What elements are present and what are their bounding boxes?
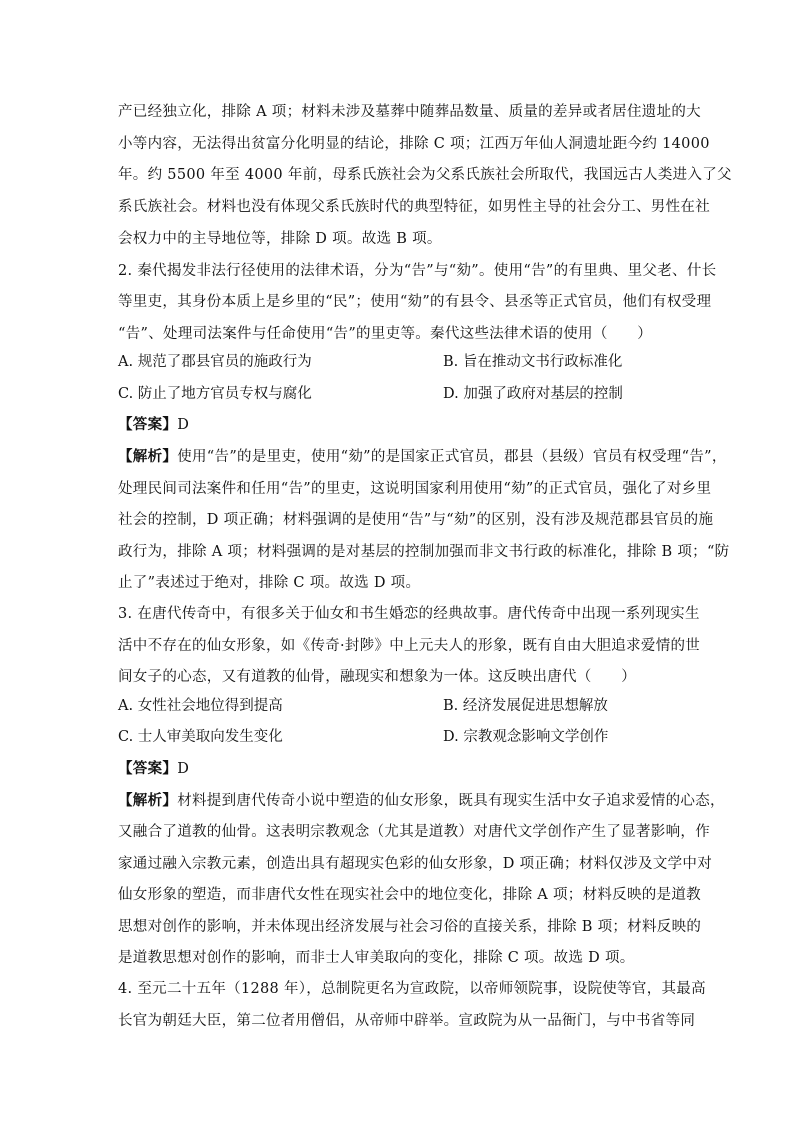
text-line: 产已经独立化，排除 A 项；材料未涉及墓葬中随葬品数量、质量的差异或者居住遗址的大 xyxy=(118,104,701,120)
analysis-line: 仙女形象的塑造，而非唐代女性在现实社会中的地位变化，排除 A 项；材料反映的是道教 xyxy=(118,887,701,903)
answer-tag: 【答案】 xyxy=(118,760,178,777)
option-b: B. 旨在推动文书行政标准化 xyxy=(443,354,623,370)
analysis-line: 思想对创作的影响，并未体现出经济发展与社会习俗的直接关系，排除 B 项；材料反映的 xyxy=(118,919,702,935)
option-c: C. 士人审美取向发生变化 xyxy=(118,729,283,745)
analysis-line: 处理民间司法案件和任用“告”的里吏，这说明国家利用使用“劾”的正式官员，强化了对乡里 xyxy=(118,481,712,497)
option-d: D. 宗教观念影响文学创作 xyxy=(443,729,609,745)
question-stem: 4. 至元二十五年（1288 年），总制院更名为宣政院，以帝师领院事，设院使等官，其最高 xyxy=(118,981,706,997)
analysis-line: 社会的控制，D 项正确；材料强调的是使用“告”与“劾”的区别，没有涉及规范郡县官员的施 xyxy=(118,512,714,528)
option-b: B. 经济发展促进思想解放 xyxy=(443,698,608,714)
analysis-line: 是道教思想对创作的影响，而非士人审美取向的变化，排除 C 项。故选 D 项。 xyxy=(118,950,635,966)
question-stem: 2. 秦代揭发非法行径使用的法律术语，分为“告”与“劾”。使用“告”的有里典、里父老、什长 xyxy=(118,263,717,279)
analysis-text: 使用“告”的是里吏，使用“劾”的是国家正式官员，郡县（县级）官员有权受理“告”， xyxy=(177,449,727,465)
analysis-line: 止了”表述过于绝对，排除 C 项。故选 D 项。 xyxy=(118,575,421,591)
question-stem: “告”、处理司法案件与任命使用“告”的里吏等。秦代这些法律术语的使用（ ） xyxy=(118,326,653,342)
analysis-line: 政行为，排除 A 项；材料强调的是对基层的控制加强而非文书行政的标准化，排除 B 项；“防 xyxy=(118,544,730,560)
option-a: A. 规范了郡县官员的施政行为 xyxy=(118,354,312,370)
analysis-text: 材料提到唐代传奇小说中塑造的仙女形象，既具有现实生活中女子追求爱情的心态， xyxy=(177,793,725,809)
answer-value: D xyxy=(177,417,190,433)
analysis-line xyxy=(118,791,725,811)
text-line: 小等内容，无法得出贫富分化明显的结论，排除 C 项；江西万年仙人洞遗址距今约 14000 xyxy=(118,136,710,152)
question-stem: 长官为朝廷大臣，第二位者用僧侣，从帝师中辟举。宣政院为从一品衙门，与中书省等同 xyxy=(118,1013,696,1029)
text-line: 年。约 5500 年至 4000 年前，母系氏族社会为父系氏族社会所取代，我国远古人类进入了父 xyxy=(118,167,732,183)
option-c: C. 防止了地方官员专权与腐化 xyxy=(118,386,312,402)
answer-line xyxy=(118,759,189,779)
option-d: D. 加强了政府对基层的控制 xyxy=(443,386,623,402)
answer-value: D xyxy=(177,761,190,777)
analysis-line: 又融合了道教的仙骨。这表明宗教观念（尤其是道教）对唐代文学创作产生了显著影响，作 xyxy=(118,824,710,840)
answer-line xyxy=(118,415,189,435)
text-line: 系氏族社会。材料也没有体现父系氏族时代的典型特征，如男性主导的社会分工、男性在社 xyxy=(118,199,710,215)
analysis-tag: 【解析】 xyxy=(118,792,178,809)
answer-tag: 【答案】 xyxy=(118,416,178,433)
question-stem: 活中不存在的仙女形象，如《传奇·封陟》中上元夫人的形象，既有自由大胆追求爱情的世 xyxy=(118,638,701,654)
analysis-tag: 【解析】 xyxy=(118,448,178,465)
option-a: A. 女性社会地位得到提高 xyxy=(118,698,283,714)
analysis-line xyxy=(118,447,727,467)
question-stem: 3. 在唐代传奇中，有很多关于仙女和书生婚恋的经典故事。唐代传奇中出现一系列现实生 xyxy=(118,606,700,622)
question-stem: 间女子的心态，又有道教的仙骨，融现实和想象为一体。这反映出唐代（ ） xyxy=(118,669,636,685)
text-line: 会权力中的主导地位等，排除 D 项。故选 B 项。 xyxy=(118,231,442,247)
question-stem: 等里吏，其身份本质上是乡里的“民”；使用“劾”的有县令、县丞等正式官员，他们有权受理 xyxy=(118,294,712,310)
analysis-line: 家通过融入宗教元素，创造出具有超现实色彩的仙女形象，D 项正确；材料仅涉及文学中对 xyxy=(118,856,713,872)
